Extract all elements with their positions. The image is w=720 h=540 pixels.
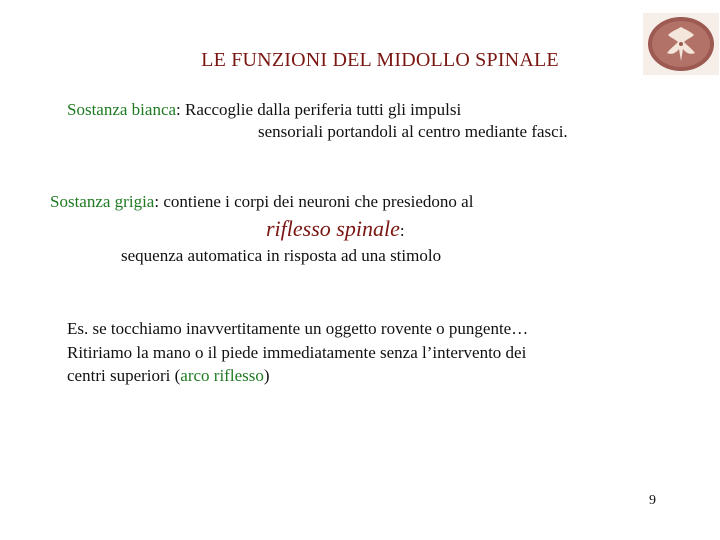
- esempio-line-2: Ritiriamo la mano o il piede immediatamente senza l’intervento dei: [67, 343, 527, 362]
- bianca-line-2: sensoriali portandoli al centro mediante fasci.: [258, 122, 568, 141]
- arco-riflesso-term: arco riflesso: [180, 366, 264, 385]
- riflesso-definition: sequenza automatica in risposta ad una stimolo: [121, 246, 442, 265]
- spinal-cord-cross-section-icon: [643, 13, 719, 75]
- bianca-line-1: [67, 100, 461, 120]
- esempio-line-3: [67, 366, 270, 386]
- riflesso-spinale-term: riflesso spinale: [266, 216, 400, 241]
- grigia-line-1-text: : contiene i corpi dei neuroni che presiedono al: [154, 192, 474, 211]
- page-number: 9: [649, 493, 656, 508]
- esempio-line-3-end: ): [263, 366, 270, 385]
- bianca-line-1-text: : Raccoglie dalla periferia tutti gli impulsi: [176, 100, 462, 119]
- riflesso-colon: :: [399, 221, 405, 240]
- grigia-line-1: [50, 192, 473, 212]
- esempio-line-3-start: centri superiori (: [67, 366, 181, 385]
- sostanza-bianca-term: Sostanza bianca: [67, 100, 177, 119]
- slide-title: LE FUNZIONI DEL MIDOLLO SPINALE: [201, 49, 559, 71]
- riflesso-spinale-heading: [266, 216, 405, 242]
- esempio-line-1: Es. se tocchiamo inavvertitamente un oggetto rovente o pungente…: [67, 319, 529, 338]
- sostanza-grigia-term: Sostanza grigia: [50, 192, 155, 211]
